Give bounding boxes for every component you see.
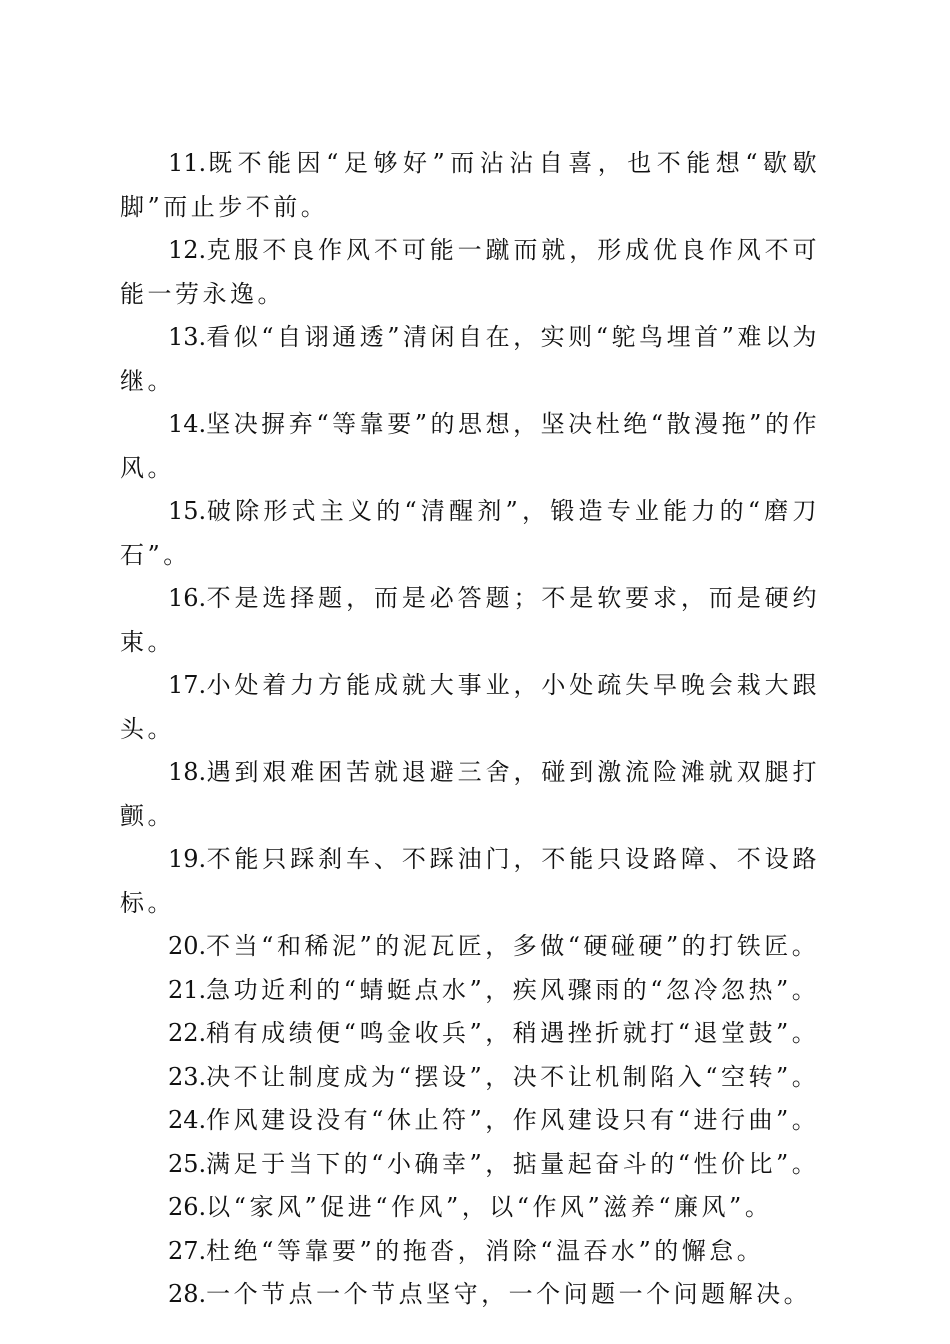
list-item	[120, 403, 820, 490]
list-item	[120, 1056, 820, 1100]
list-item	[120, 751, 820, 838]
list-item	[120, 664, 820, 751]
list-item	[120, 490, 820, 577]
item-number: 25.	[168, 1149, 207, 1178]
item-number: 21.	[168, 975, 207, 1004]
item-number: 28.	[168, 1280, 207, 1308]
list-item	[120, 1230, 820, 1274]
item-number: 12.	[168, 236, 207, 264]
item-text: 不是选择题，而是必答题；不是软要求，而是硬约束。	[120, 584, 820, 656]
item-number: 14.	[168, 410, 207, 438]
item-text: 看似“自诩通透”清闲自在，实则“鸵鸟埋首”难以为继。	[120, 323, 820, 395]
item-number: 23.	[168, 1062, 207, 1091]
item-text: 一个节点一个节点坚守，一个问题一个问题解决。	[206, 1280, 812, 1308]
list-item	[120, 1012, 820, 1056]
list-item	[120, 925, 820, 969]
item-number: 19.	[168, 845, 207, 873]
item-text: 作风建设没有“休止符”，作风建设只有“进行曲”。	[206, 1106, 820, 1134]
item-text: 遇到艰难困苦就退避三舍，碰到激流险滩就双腿打颤。	[120, 758, 820, 830]
list-item	[120, 1099, 820, 1143]
list-item	[120, 142, 820, 229]
item-number: 11.	[168, 149, 207, 177]
list-item	[120, 229, 820, 316]
item-text: 既不能因“足够好”而沾沾自喜，也不能想“歇歇脚”而止步不前。	[120, 149, 820, 221]
item-text: 稍有成绩便“鸣金收兵”，稍遇挫折就打“退堂鼓”。	[206, 1019, 820, 1047]
item-number: 22.	[168, 1019, 207, 1047]
item-number: 17.	[168, 671, 207, 699]
item-text: 满足于当下的“小确幸”，掂量起奋斗的“性价比”。	[206, 1149, 820, 1178]
list-item	[120, 1186, 820, 1230]
item-text: 以“家风”促进“作风”，以“作风”滋养“廉风”。	[206, 1193, 773, 1221]
list-item	[120, 316, 820, 403]
document-body	[120, 142, 820, 1317]
list-item	[120, 577, 820, 664]
item-number: 15.	[168, 497, 207, 525]
item-text: 克服不良作风不可能一蹴而就，形成优良作风不可能一劳永逸。	[120, 236, 820, 308]
item-text: 决不让制度成为“摆设”，决不让机制陷入“空转”。	[206, 1062, 820, 1091]
list-item	[120, 1273, 820, 1317]
item-number: 16.	[168, 584, 207, 612]
item-number: 24.	[168, 1106, 207, 1134]
item-text: 不能只踩刹车、不踩油门，不能只设路障、不设路标。	[120, 845, 820, 917]
item-text: 急功近利的“蜻蜓点水”，疾风骤雨的“忽冷忽热”。	[206, 975, 820, 1004]
item-number: 13.	[168, 323, 207, 351]
item-number: 18.	[168, 758, 207, 786]
list-item	[120, 1143, 820, 1187]
item-text: 破除形式主义的“清醒剂”，锻造专业能力的“磨刀石”。	[120, 497, 820, 569]
list-item	[120, 969, 820, 1013]
item-number: 26.	[168, 1193, 207, 1221]
item-number: 27.	[168, 1236, 207, 1265]
item-text: 不当“和稀泥”的泥瓦匠，多做“硬碰硬”的打铁匠。	[206, 932, 820, 960]
list-item	[120, 838, 820, 925]
item-number: 20.	[168, 932, 207, 960]
item-text: 坚决摒弃“等靠要”的思想，坚决杜绝“散漫拖”的作风。	[120, 410, 820, 482]
item-text: 小处着力方能成就大事业，小处疏失早晚会栽大跟头。	[120, 671, 820, 743]
item-text: 杜绝“等靠要”的拖沓，消除“温吞水”的懈怠。	[206, 1236, 765, 1265]
